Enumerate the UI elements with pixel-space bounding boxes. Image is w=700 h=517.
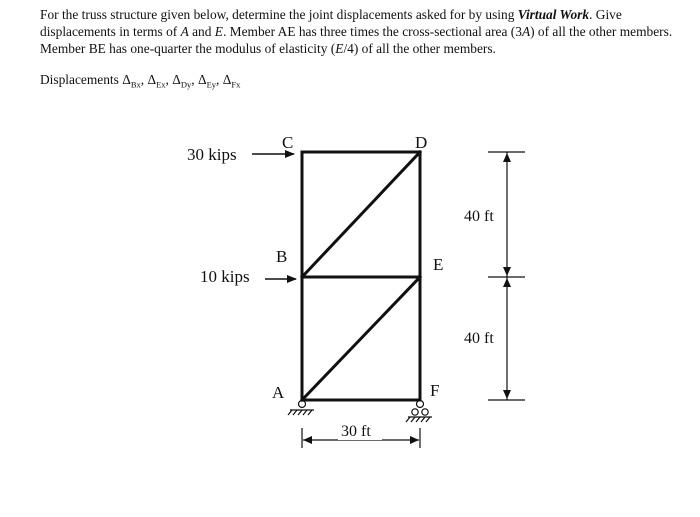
method-name: Virtual Work — [517, 7, 590, 22]
var-a-2: A — [521, 24, 531, 39]
displacement-bx: $\Delta_{Bx}$ — [122, 72, 141, 90]
node-label-b: B — [276, 247, 288, 266]
displacement-fx: $\Delta_{Fx}$ — [222, 72, 241, 90]
displacements-label: Displacements — [40, 72, 119, 87]
roller-support-f — [406, 401, 432, 423]
problem-text-5: ) of all the other members. Member BE has one-quarter the modulus of elasticity ( — [40, 24, 673, 56]
problem-text-2: . Give displacements in terms of — [40, 7, 622, 39]
dim-label-lower-height: 40 ft — [464, 330, 494, 347]
node-label-f: F — [430, 381, 440, 400]
dim-label-upper-height: 40 ft — [464, 208, 494, 225]
displacement-ey: $\Delta_{Ey}$ — [197, 72, 217, 90]
member-bd — [302, 152, 420, 277]
pin-support-a — [288, 401, 314, 416]
node-label-a: A — [272, 383, 285, 402]
node-label-e: E — [433, 255, 444, 274]
var-e: E — [214, 24, 223, 39]
var-e-2: E — [335, 41, 344, 56]
var-a: A — [180, 24, 189, 39]
node-label-c: C — [282, 133, 294, 152]
truss-members — [302, 152, 420, 400]
problem-text-6: /4) of all the other members. — [343, 41, 496, 56]
displacement-dy: $\Delta_{Dy}$ — [172, 72, 192, 90]
problem-text-3: and — [188, 24, 215, 39]
vertical-dimensions — [488, 152, 525, 400]
load-label-10-kips: 10 kips — [200, 267, 250, 286]
displacements-list: Displacements $\Delta_{Bx}$, $\Delta_{Ex}$, $\Delta_{Dy}$, $\Delta_{Ey}$, $\Delta_{Fx}$ — [40, 72, 241, 90]
dim-label-width: 30 ft — [341, 423, 371, 440]
node-label-d: D — [415, 133, 428, 152]
problem-text-1: For the truss structure given below, determine the joint displacements asked for by using — [40, 7, 518, 22]
problem-text-4: . Member AE has three times the cross-sectional area (3 — [222, 24, 522, 39]
displacement-ex: $\Delta_{Ex}$ — [147, 72, 166, 90]
load-label-30-kips: 30 kips — [187, 145, 237, 164]
member-ae — [302, 277, 420, 400]
